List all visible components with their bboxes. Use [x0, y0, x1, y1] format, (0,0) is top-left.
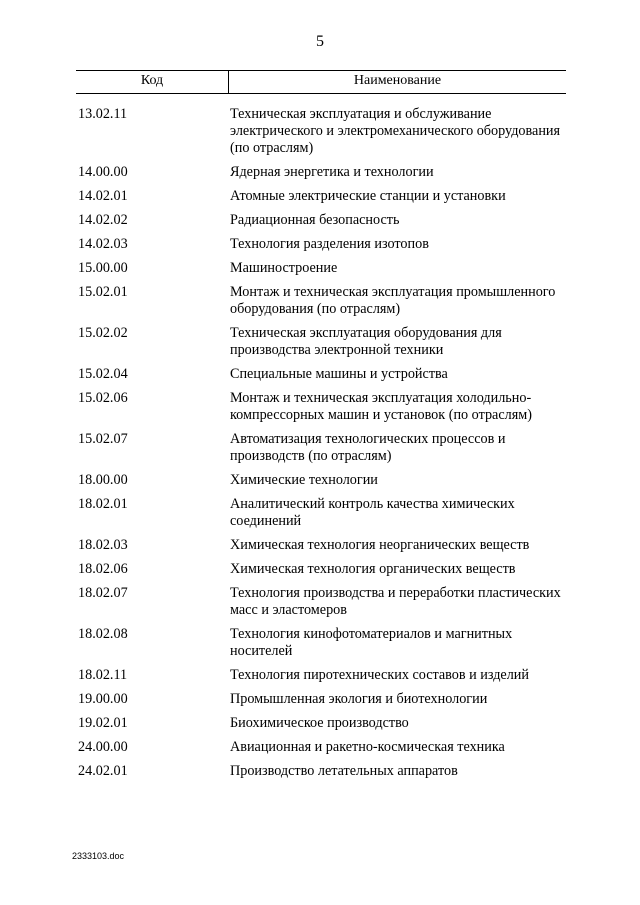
- row-code: 19.00.00: [78, 691, 128, 707]
- table-row: [78, 106, 568, 157]
- row-code: 13.02.11: [78, 106, 128, 122]
- row-name: Промышленная экология и биотехнологии: [230, 691, 488, 707]
- table-row: [78, 325, 568, 359]
- row-name: Химическая технология неорганических веществ: [230, 537, 530, 553]
- table-header: [76, 70, 566, 94]
- row-code: 19.02.01: [78, 715, 128, 731]
- table-row: [78, 585, 568, 619]
- row-code: 15.02.04: [78, 366, 128, 382]
- table-row: [78, 188, 568, 205]
- row-name: Производство летательных аппаратов: [230, 763, 458, 779]
- row-code: 18.02.06: [78, 561, 128, 577]
- row-name: Специальные машины и устройства: [230, 366, 448, 382]
- row-name: Автоматизация технологических процессов и производств (по отраслям): [230, 431, 506, 464]
- row-code: 15.02.06: [78, 390, 128, 406]
- table-row: [78, 284, 568, 318]
- row-code: 14.02.03: [78, 236, 128, 252]
- table-row: [78, 691, 568, 708]
- row-code: 14.02.01: [78, 188, 128, 204]
- table-row: [78, 472, 568, 489]
- row-name: Технология кинофотоматериалов и магнитных носителей: [230, 626, 513, 659]
- row-name: Машиностроение: [230, 260, 338, 276]
- table-row: [78, 390, 568, 424]
- row-name: Биохимическое производство: [230, 715, 409, 731]
- column-header-code: Код: [140, 73, 164, 88]
- table-row: [78, 537, 568, 554]
- row-code: 15.02.02: [78, 325, 128, 341]
- document-filename: 2333103.doc: [72, 851, 125, 861]
- column-header-name: Наименование: [353, 73, 442, 88]
- row-name: Химические технологии: [230, 472, 378, 488]
- row-name: Монтаж и техническая эксплуатация промышленного оборудования (по отраслям): [230, 284, 556, 317]
- row-code: 24.00.00: [78, 739, 128, 755]
- row-code: 18.00.00: [78, 472, 128, 488]
- row-name: Радиационная безопасность: [230, 212, 400, 228]
- row-name: Технология производства и переработки пластических масс и эластомеров: [230, 585, 561, 618]
- row-code: 18.02.07: [78, 585, 128, 601]
- table-row: [78, 715, 568, 732]
- table-row: [78, 366, 568, 383]
- table-row: [78, 739, 568, 756]
- row-code: 18.02.11: [78, 667, 128, 683]
- row-name: Атомные электрические станции и установки: [230, 188, 506, 204]
- table-row: [78, 236, 568, 253]
- page-number: 5: [316, 33, 324, 50]
- table-row: [78, 431, 568, 465]
- row-name: Техническая эксплуатация и обслуживание электрического и электромеханического оборудования (по отраслям): [230, 106, 561, 156]
- table-row: [78, 164, 568, 181]
- row-name: Ядерная энергетика и технологии: [230, 164, 434, 180]
- row-code: 18.02.01: [78, 496, 128, 512]
- row-code: 18.02.08: [78, 626, 128, 642]
- table-row: [78, 496, 568, 530]
- row-name: Авиационная и ракетно-космическая техника: [230, 739, 505, 755]
- table-row: [78, 212, 568, 229]
- row-code: 14.00.00: [78, 164, 128, 180]
- row-name: Химическая технология органических веществ: [230, 561, 516, 577]
- row-name: Технология пиротехнических составов и изделий: [230, 667, 529, 683]
- table-row: [78, 763, 568, 780]
- row-name: Техническая эксплуатация оборудования для производства электронной техники: [230, 325, 502, 358]
- row-name: Аналитический контроль качества химических соединений: [230, 496, 515, 529]
- row-code: 15.02.01: [78, 284, 128, 300]
- row-code: 14.02.02: [78, 212, 128, 228]
- row-name: Технология разделения изотопов: [230, 236, 429, 252]
- table-row: [78, 561, 568, 578]
- row-code: 18.02.03: [78, 537, 128, 553]
- table-row: [78, 260, 568, 277]
- table-row: [78, 626, 568, 660]
- row-code: 15.00.00: [78, 260, 128, 276]
- table-body: [78, 106, 568, 787]
- table-row: [78, 667, 568, 684]
- row-code: 15.02.07: [78, 431, 128, 447]
- row-code: 24.02.01: [78, 763, 128, 779]
- row-name: Монтаж и техническая эксплуатация холодильно-компрессорных машин и установок (по отраслям): [230, 390, 532, 423]
